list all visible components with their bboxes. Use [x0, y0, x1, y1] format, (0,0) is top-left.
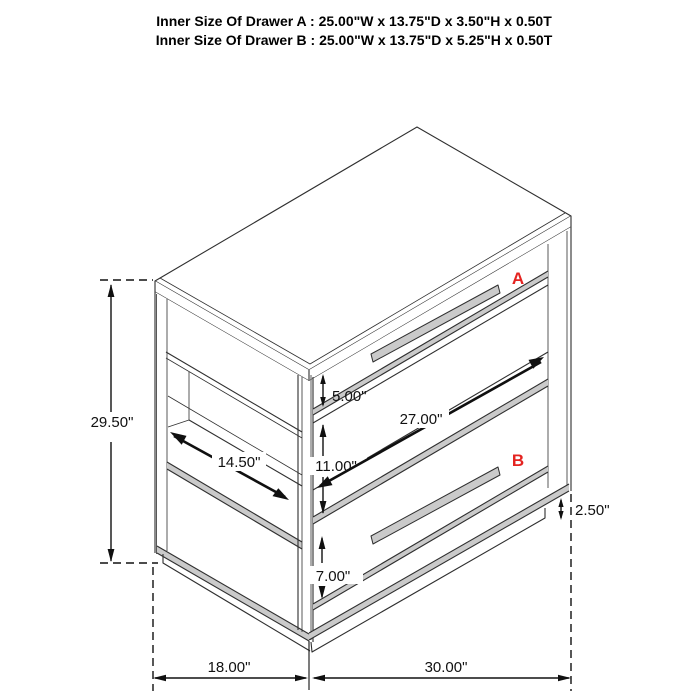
header-line-drawer-b: Inner Size Of Drawer B : 25.00"W x 13.75"D x 5.25"H x 0.50T: [155, 32, 553, 48]
header-line-drawer-a: Inner Size Of Drawer A : 25.00"W x 13.75"D x 3.50"H x 0.50T: [156, 13, 552, 29]
dim-label-opening-height: 11.00": [315, 458, 357, 475]
dim-label-drawer-a: 5.00": [332, 388, 367, 405]
arrowhead-right: [558, 675, 571, 681]
drawer-a-marker: A: [511, 269, 525, 288]
arrowhead-up: [108, 284, 115, 297]
arrowhead-right: [295, 675, 308, 681]
dim-label-overall-height: 29.50": [90, 414, 134, 431]
dim-label-side-depth: 18.00": [207, 659, 251, 676]
arrowhead-left: [312, 675, 325, 681]
arrowhead-down: [558, 511, 563, 520]
dim-side-depth: [153, 659, 308, 681]
arrowhead-down: [108, 549, 115, 562]
dim-label-opening-width: 27.00": [399, 411, 443, 428]
dim-label-drawer-b: 7.00": [315, 568, 351, 585]
dim-label-front-width: 30.00": [424, 659, 468, 676]
drawer-b-marker: B: [511, 451, 525, 470]
dim-base-height: [558, 498, 609, 520]
arrowhead-up: [558, 498, 563, 507]
dim-front-width: [312, 659, 571, 681]
arrowhead-left: [153, 675, 166, 681]
header: [156, 13, 553, 48]
dim-label-shelf-depth: 14.50": [217, 454, 261, 471]
dim-label-base-height: 2.50": [575, 502, 610, 519]
dim-overall-height: [91, 280, 158, 563]
